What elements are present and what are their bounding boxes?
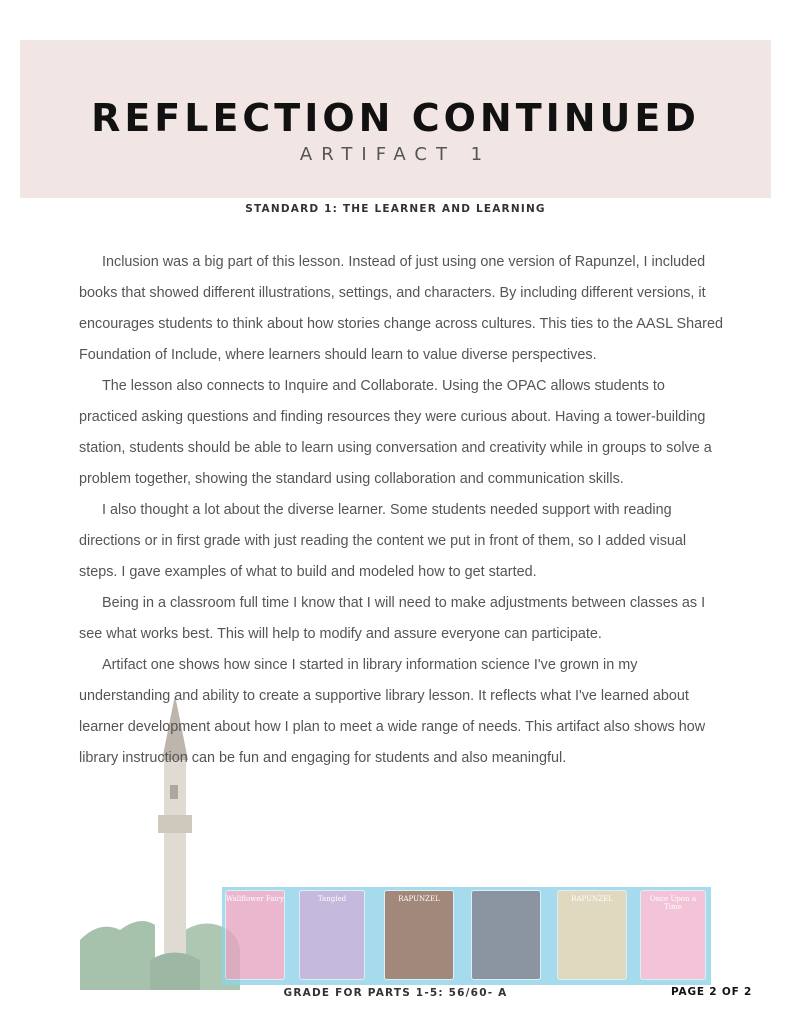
book-cover: Tangled bbox=[300, 891, 364, 979]
book-cover: Wallflower Fairy bbox=[226, 891, 284, 979]
book-cover: RAPUNZEL bbox=[558, 891, 626, 979]
paragraph: The lesson also connects to Inquire and Collaborate. Using the OPAC allows students to practiced asking questions and finding resources they were curious about. Having a tower-building station, students should be able to learn using conversation and creativity while in groups to solve a problem together, showing the standard using collaboration and communication skills. bbox=[79, 378, 712, 487]
grade-footer: GRADE FOR PARTS 1-5: 56/60- A bbox=[283, 987, 508, 999]
paragraph: Being in a classroom full time I know that I will need to make adjustments between classes as I see what works best. This will help to modify and assure everyone can participate. bbox=[79, 595, 706, 642]
header-band bbox=[20, 40, 771, 198]
paragraph: Artifact one shows how since I started in library information science I've grown in my understanding and ability to create a supportive library lesson. It reflects what I've learned about learner development about how I plan to meet a wide range of needs. This artifact also shows how library instruction can be fun and engaging for students and also meaningful. bbox=[79, 657, 706, 766]
page-number: PAGE 2 OF 2 bbox=[671, 986, 753, 998]
paragraph: I also thought a lot about the diverse learner. Some students needed support with reading directions or in first grade with just reading the content we put in front of them, so I added visual steps. I gave examples of what to build and modeled how to get started. bbox=[79, 502, 687, 580]
book-cover: Once Upon a Time bbox=[641, 891, 705, 979]
book-cover bbox=[472, 891, 540, 979]
reflection-body bbox=[79, 247, 725, 774]
book-covers-strip bbox=[222, 887, 711, 985]
page-subtitle: ARTIFACT 1 bbox=[299, 144, 492, 165]
book-cover: RAPUNZEL bbox=[385, 891, 453, 979]
standard-heading: STANDARD 1: THE LEARNER AND LEARNING bbox=[245, 203, 546, 215]
paragraph: Inclusion was a big part of this lesson. Instead of just using one version of Rapunzel, I included books that showed different illustrations, settings, and characters. By including different versions, it encourages students to think about how stories change across cultures. This ties to the AASL Shared Foundation of Include, where learners should learn to value diverse perspectives. bbox=[79, 254, 723, 363]
page-title: REFLECTION CONTINUED bbox=[91, 96, 700, 140]
